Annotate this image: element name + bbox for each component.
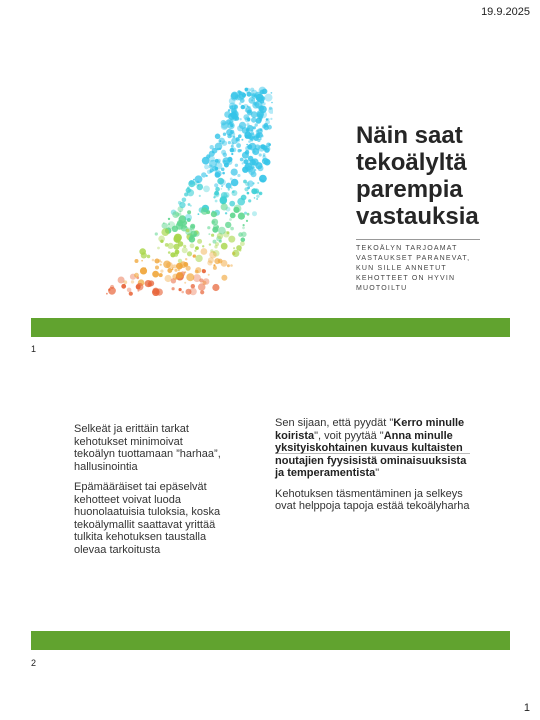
decorative-dot: [253, 150, 256, 153]
decorative-dot: [182, 198, 187, 203]
decorative-dot: [224, 163, 229, 168]
decorative-dot: [181, 291, 184, 294]
decorative-dot: [256, 198, 258, 200]
decorative-dot: [259, 153, 262, 156]
decorative-dot: [228, 188, 230, 190]
decorative-dot: [264, 125, 269, 130]
decorative-dot: [141, 260, 143, 262]
decorative-dot: [201, 172, 206, 177]
decorative-dot: [186, 273, 194, 281]
decorative-dot: [185, 214, 192, 221]
decorative-dot: [250, 88, 254, 92]
decorative-dot: [179, 202, 185, 208]
decorative-dot: [263, 102, 266, 105]
decorative-dot: [172, 287, 175, 290]
decorative-dot: [175, 277, 177, 279]
decorative-dot: [253, 102, 256, 105]
decorative-dot: [239, 118, 241, 120]
right-p1-bold-b: Anna minulle yksityiskohtainen kuvaus kultaisten noutajien fyysisistä ominaisuuksista ja temperamentista: [275, 429, 467, 479]
decorative-dot: [200, 290, 204, 294]
decorative-dot: [271, 92, 273, 94]
decorative-dot: [228, 109, 231, 112]
decorative-dot: [190, 231, 197, 238]
decorative-dot: [214, 183, 218, 187]
decorative-dot: [227, 231, 230, 234]
decorative-dot: [206, 154, 210, 158]
decorative-dot: [221, 188, 223, 190]
decorative-dot: [255, 133, 260, 138]
decorative-dot: [189, 180, 194, 185]
decorative-dot: [208, 233, 210, 235]
decorative-dot: [212, 148, 218, 154]
decorative-dot: [188, 203, 191, 206]
decorative-dot: [211, 211, 217, 217]
decorative-dot: [251, 132, 255, 136]
decorative-dot: [185, 258, 187, 260]
decorative-dot: [238, 134, 242, 138]
decorative-dot: [219, 179, 226, 186]
right-paragraph-2: Kehotuksen täsmentäminen ja selkeys ovat helppoja tapoja estää tekoälyharha: [275, 487, 470, 512]
decorative-dot: [249, 143, 257, 151]
decorative-dot: [245, 163, 253, 171]
decorative-dot: [162, 223, 168, 229]
decorative-dot: [215, 187, 220, 192]
decorative-dot: [224, 192, 230, 198]
decorative-dot: [213, 240, 217, 244]
decorative-dot: [230, 264, 233, 267]
decorative-dot: [187, 251, 192, 256]
decorative-dot: [179, 288, 182, 291]
decorative-dot: [152, 288, 159, 295]
decorative-dot: [228, 122, 235, 129]
decorative-dot: [174, 269, 177, 272]
decorative-dot: [248, 199, 251, 202]
decorative-dot: [134, 273, 139, 278]
decorative-dot: [240, 158, 244, 162]
decorative-dot: [129, 292, 133, 296]
decorative-dot: [140, 267, 147, 274]
decorative-dot: [172, 226, 178, 232]
decorative-dot: [118, 277, 125, 284]
decorative-dot: [168, 243, 174, 249]
decorative-dot: [230, 187, 232, 189]
decorative-dot: [230, 178, 233, 181]
decorative-dot: [176, 240, 180, 244]
decorative-dot: [148, 280, 154, 286]
decorative-dot: [259, 175, 267, 183]
decorative-dot: [238, 213, 245, 220]
decorative-dot: [255, 162, 262, 169]
decorative-dot: [193, 255, 195, 257]
decorative-dot: [184, 193, 188, 197]
decorative-dot: [193, 274, 201, 282]
decorative-dot: [257, 110, 264, 117]
decorative-dot: [121, 284, 126, 289]
decorative-dot: [206, 175, 208, 177]
decorative-dot: [246, 144, 248, 146]
decorative-dot: [224, 111, 231, 118]
decorative-dot: [197, 239, 202, 244]
decorative-dot: [236, 245, 242, 251]
decorative-dot: [160, 270, 163, 273]
slide2-left-column: [74, 423, 224, 564]
slide2-right-column: [275, 417, 470, 521]
decorative-dot: [158, 259, 161, 262]
decorative-dot: [199, 195, 201, 197]
decorative-dot: [160, 264, 162, 266]
decorative-dot: [225, 222, 231, 228]
decorative-dot: [268, 143, 271, 146]
decorative-dot: [238, 91, 242, 95]
decorative-dot: [235, 164, 238, 167]
decorative-dot: [231, 145, 234, 148]
decorative-dot: [228, 236, 235, 243]
decorative-dot: [247, 125, 254, 132]
colored-dots-image: [103, 86, 273, 296]
decorative-dot: [233, 207, 239, 213]
decorative-dot: [257, 182, 259, 184]
decorative-dot: [251, 111, 258, 118]
decorative-dot: [270, 118, 272, 120]
decorative-dot: [203, 278, 210, 285]
decorative-dot: [251, 117, 256, 122]
decorative-dot: [186, 229, 190, 233]
decorative-dot: [187, 210, 191, 214]
decorative-dot: [227, 157, 232, 162]
right-p1-text-c: ": [375, 467, 380, 479]
decorative-dot: [186, 289, 192, 295]
decorative-dot: [262, 89, 268, 95]
slide-1: [31, 86, 510, 338]
decorative-dot: [165, 275, 172, 282]
title-divider: [356, 239, 480, 240]
decorative-dot: [212, 166, 217, 171]
decorative-dot: [232, 104, 238, 110]
decorative-dot: [245, 88, 249, 92]
decorative-dot: [229, 98, 236, 105]
left-paragraph-2: Epämääräiset tai epäselvät kehotteet voivat luoda huonolaatuisia tuloksia, koska tekoälymallit saattavat yrittää tulkita kehotuksen taustalla olevaa tarkoitusta: [74, 481, 221, 556]
decorative-dot: [159, 273, 163, 277]
right-p1-text-a: Sen sijaan, että pyydät ": [275, 417, 394, 429]
decorative-dot: [178, 269, 180, 271]
decorative-dot: [158, 236, 165, 243]
left-paragraph-1: Selkeät ja erittäin tarkat kehotukset minimoivat tekoälyn tuottamaan ”harhaa”, hallusinointia: [74, 423, 221, 473]
decorative-dot: [225, 212, 227, 214]
decorative-dot: [221, 203, 228, 210]
decorative-dot: [190, 243, 195, 248]
decorative-dot: [152, 271, 159, 278]
decorative-dot: [269, 107, 272, 110]
decorative-dot: [264, 159, 271, 166]
decorative-dot: [214, 191, 219, 196]
decorative-dot: [230, 118, 234, 122]
decorative-dot: [141, 252, 147, 258]
decorative-dot: [195, 246, 199, 250]
decorative-dot: [202, 269, 206, 273]
decorative-dot: [157, 247, 160, 250]
decorative-dot: [172, 211, 179, 218]
decorative-dot: [230, 227, 234, 231]
right-p1-text-b: ", voit pyytää ": [314, 429, 384, 442]
decorative-dot: [222, 141, 227, 146]
decorative-dot: [221, 243, 228, 250]
decorative-dot: [155, 266, 159, 270]
decorative-dot: [152, 259, 155, 262]
right-p1-bold-a: Kerro minulle koirista: [275, 417, 465, 442]
decorative-dot: [230, 213, 236, 219]
decorative-dot: [194, 250, 196, 252]
decorative-dot: [248, 156, 254, 162]
decorative-dot: [221, 123, 228, 130]
decorative-dot: [244, 132, 251, 139]
decorative-dot: [202, 245, 204, 247]
decorative-dot: [237, 125, 243, 131]
decorative-dot: [182, 224, 185, 227]
decorative-dot: [242, 152, 249, 159]
decorative-dot: [173, 264, 177, 268]
decorative-dot: [187, 187, 190, 190]
decorative-dot: [136, 283, 144, 291]
decorative-dot: [238, 232, 243, 237]
decorative-dot: [237, 174, 240, 177]
decorative-dot: [191, 284, 195, 288]
decorative-dot: [231, 153, 233, 155]
decorative-dot: [217, 159, 221, 163]
decorative-dot: [232, 250, 239, 257]
decorative-dot: [247, 192, 250, 195]
decorative-dot: [259, 192, 263, 196]
decorative-dot: [172, 274, 178, 280]
decorative-dot: [259, 138, 261, 140]
decorative-dot: [209, 251, 216, 258]
decorative-dot: [204, 164, 209, 169]
decorative-dot: [243, 104, 248, 109]
decorative-dot: [241, 237, 246, 242]
decorative-dot: [228, 141, 231, 144]
decorative-dot: [106, 293, 108, 295]
decorative-dot: [226, 129, 233, 136]
decorative-dot: [244, 212, 247, 215]
decorative-dot: [193, 179, 195, 181]
slide-subtitle: TEKOÄLYN TARJOAMAT VASTAUKSET PARANEVAT, KUN SILLE ANNETUT KEHOTTEET ON HYVIN MUOTOILTU: [356, 245, 471, 292]
decorative-dot: [213, 251, 215, 253]
decorative-dot: [221, 168, 225, 172]
decorative-dot: [241, 139, 243, 141]
decorative-dot: [231, 169, 238, 176]
decorative-dot: [246, 220, 248, 222]
decorative-dot: [243, 224, 245, 226]
decorative-dot: [240, 241, 245, 246]
decorative-dot: [207, 226, 210, 229]
decorative-dot: [265, 120, 270, 125]
decorative-dot: [258, 105, 264, 111]
decorative-dot: [222, 172, 225, 175]
decorative-dot: [209, 243, 211, 245]
decorative-dot: [195, 267, 201, 273]
decorative-dot: [259, 128, 262, 131]
decorative-dot: [265, 94, 273, 102]
decorative-dot: [271, 102, 273, 104]
decorative-dot: [186, 266, 191, 271]
decorative-dot: [252, 211, 257, 216]
decorative-dot: [166, 262, 173, 269]
decorative-dot: [201, 207, 208, 214]
decorative-dot: [223, 133, 226, 136]
decorative-dot: [194, 181, 198, 185]
decorative-dot: [182, 247, 188, 253]
decorative-dot: [262, 145, 267, 150]
slide-number-2: 2: [31, 658, 37, 668]
slide-number-1: 1: [31, 344, 37, 354]
decorative-dot: [231, 190, 237, 196]
decorative-dot: [183, 245, 186, 248]
decorative-dot: [212, 284, 219, 291]
decorative-dot: [230, 148, 235, 153]
decorative-dot: [214, 258, 220, 264]
slide-title: Näin saat tekoälyltä parempia vastauksia: [356, 122, 479, 230]
decorative-dot: [241, 195, 247, 201]
decorative-dot: [233, 247, 235, 249]
decorative-dot: [254, 188, 259, 193]
decorative-dot: [218, 227, 226, 235]
decorative-dot: [212, 220, 215, 223]
decorative-dot: [251, 99, 253, 101]
decorative-dot: [259, 118, 262, 121]
decorative-dot: [131, 280, 134, 283]
page-number: 1: [523, 702, 530, 714]
decorative-dot: [211, 234, 214, 237]
decorative-dot: [179, 265, 182, 268]
decorative-dot: [235, 95, 241, 101]
decorative-dot: [243, 114, 249, 120]
decorative-dot: [247, 92, 252, 97]
decorative-dot: [215, 200, 218, 203]
decorative-dot: [254, 197, 256, 199]
decorative-dot: [198, 213, 200, 215]
slide-2-footer-bar: [31, 631, 510, 650]
decorative-dot: [187, 227, 189, 229]
decorative-dot: [256, 195, 259, 198]
decorative-dot: [195, 255, 202, 262]
decorative-dot: [247, 213, 250, 216]
decorative-dot: [239, 102, 242, 105]
decorative-dot: [240, 149, 242, 151]
right-paragraph-1: [275, 417, 470, 480]
decorative-dot: [242, 226, 245, 229]
decorative-dot: [155, 232, 158, 235]
decorative-dot: [242, 162, 244, 164]
decorative-dot: [213, 266, 217, 270]
decorative-dot: [135, 259, 139, 263]
decorative-dot: [147, 255, 151, 259]
decorative-dot: [221, 275, 227, 281]
slide-footer-bar: [31, 318, 510, 337]
decorative-dot: [223, 153, 227, 157]
decorative-dot: [168, 251, 171, 254]
decorative-dot: [231, 111, 239, 119]
decorative-dot: [161, 228, 169, 236]
decorative-dot: [209, 170, 212, 173]
decorative-dot: [255, 123, 258, 126]
decorative-dot: [255, 92, 262, 99]
decorative-dot: [244, 187, 248, 191]
decorative-dot: [190, 225, 195, 230]
decorative-dot: [229, 201, 235, 207]
decorative-dot: [215, 134, 221, 140]
decorative-dot: [174, 252, 179, 257]
decorative-dot: [216, 226, 219, 229]
decorative-dot: [184, 282, 186, 284]
decorative-dot: [229, 218, 232, 221]
decorative-dot: [227, 264, 230, 267]
decorative-dot: [215, 172, 221, 178]
decorative-dot: [236, 143, 241, 148]
decorative-dot: [263, 155, 265, 157]
decorative-dot: [208, 274, 210, 276]
decorative-dot: [197, 184, 204, 191]
print-date: 19.9.2025: [481, 6, 530, 18]
decorative-dot: [173, 244, 179, 250]
decorative-dot: [168, 218, 170, 220]
decorative-dot: [213, 264, 215, 266]
decorative-dot: [203, 186, 210, 193]
decorative-dot: [231, 138, 238, 145]
decorative-dot: [198, 283, 206, 291]
decorative-dot: [108, 287, 116, 295]
decorative-dot: [127, 288, 132, 293]
decorative-dot: [245, 182, 249, 186]
decorative-dot: [201, 248, 208, 255]
